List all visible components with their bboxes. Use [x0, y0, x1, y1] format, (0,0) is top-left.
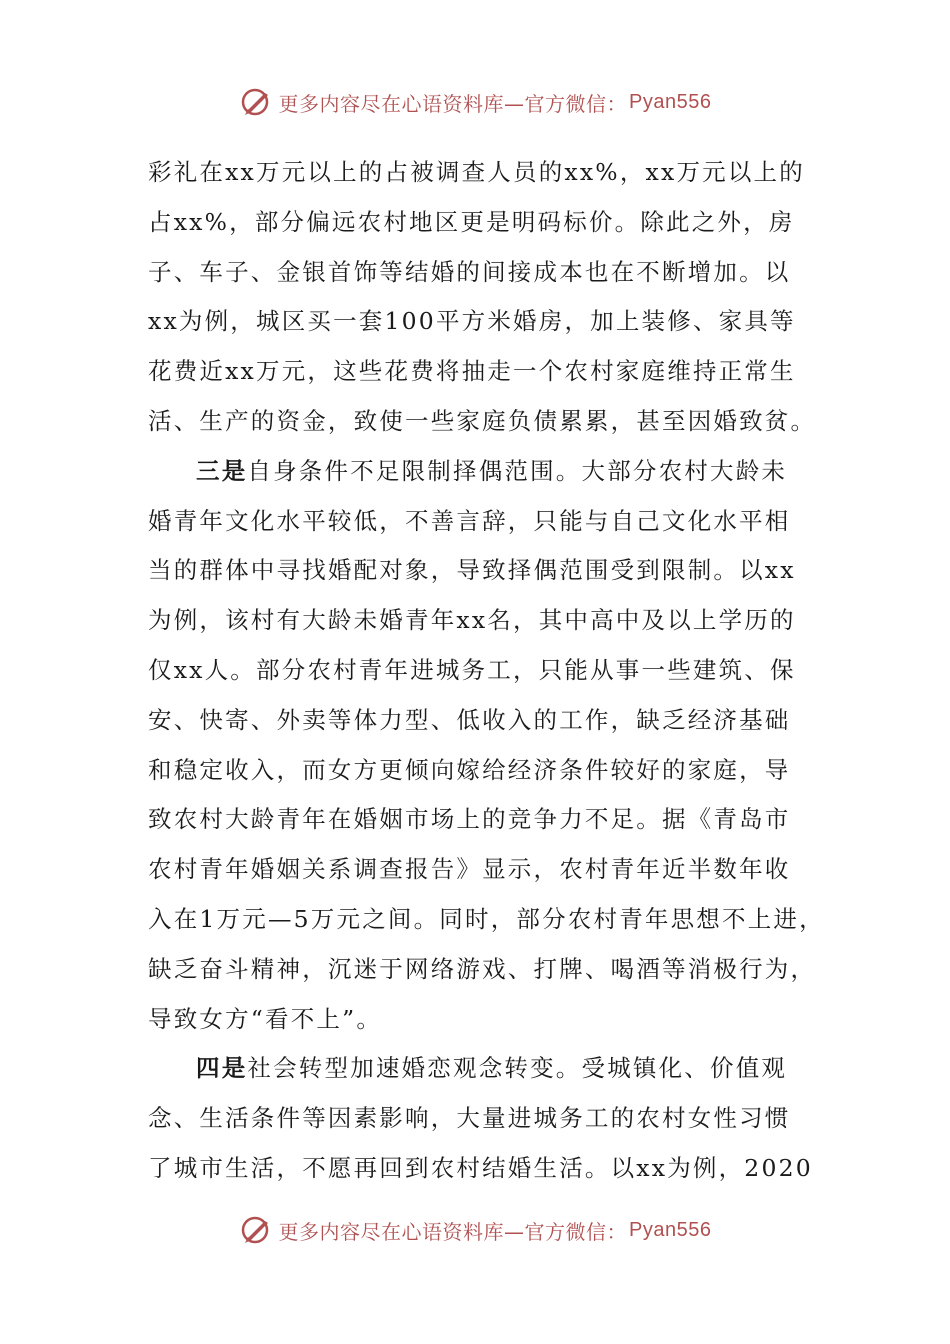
paragraph-1 [148, 148, 817, 447]
text-line: 入在1万元—5万元之间。同时，部分农村青年思想不上进， [148, 904, 825, 933]
text-line: 和稳定收入，而女方更倾向嫁给经济条件较好的家庭，导 [148, 755, 791, 784]
text-line: 子、车子、金银首饰等结婚的间接成本也在不断增加。以 [148, 257, 791, 286]
footer-wechat-id: Pyan556 [629, 1218, 712, 1241]
text-span: 社会转型加速婚恋观念转变。受城镇化、价值观 [247, 1054, 788, 1083]
document-body [148, 148, 825, 1194]
text-line: 当的群体中寻找婚配对象，导致择偶范围受到限制。以xx [148, 556, 796, 585]
text-line: 占xx%，部分偏远农村地区更是明码标价。除此之外，房 [148, 207, 795, 236]
pen-logo-icon [239, 85, 273, 119]
text-line: 致农村大龄青年在婚姻市场上的竞争力不足。据《青岛市 [148, 805, 791, 834]
paragraph-2 [148, 447, 825, 1045]
text-line: xx为例，城区买一套100平方米婚房，加上装修、家具等 [148, 307, 796, 336]
text-line: 缺乏奋斗精神，沉迷于网络游戏、打牌、喝酒等消极行为， [148, 954, 817, 983]
text-line: 婚青年文化水平较低，不善言辞，只能与自己文化水平相 [148, 506, 791, 535]
paragraph-lead: 四是 [196, 1054, 248, 1083]
footer-banner-text: 更多内容尽在心语资料库—官方微信： [278, 1219, 628, 1244]
text-span: 自身条件不足限制择偶范围。大部分农村大龄未 [247, 456, 788, 485]
text-line: 花费近xx万元，这些花费将抽走一个农村家庭维持正常生 [148, 357, 796, 386]
pen-logo-icon [239, 1213, 273, 1247]
paragraph-first-line [148, 447, 808, 497]
text-line: 活、生产的资金，致使一些家庭负债累累，甚至因婚致贫。 [148, 406, 817, 435]
text-line: 了城市生活，不愿再回到农村结婚生活。以xx为例，2020 [148, 1153, 813, 1182]
text-line: 彩礼在xx万元以上的占被调查人员的xx%，xx万元以上的 [148, 158, 805, 186]
text-line: 念、生活条件等因素影响，大量进城务工的农村女性习惯 [148, 1104, 791, 1133]
footer-banner [0, 1210, 950, 1250]
paragraph-3 [148, 1044, 813, 1193]
header-banner [0, 82, 950, 122]
header-banner-text: 更多内容尽在心语资料库—官方微信： [278, 91, 628, 116]
text-line: 为例，该村有大龄未婚青年xx名，其中高中及以上学历的 [148, 606, 796, 635]
text-line: 仅xx人。部分农村青年进城务工，只能从事一些建筑、保 [148, 655, 796, 684]
text-line: 导致女方“看不上”。 [148, 1004, 383, 1033]
paragraph-lead: 三是 [196, 456, 248, 485]
header-wechat-id: Pyan556 [629, 90, 712, 113]
text-line: 农村青年婚姻关系调查报告》显示，农村青年近半数年收 [148, 855, 791, 884]
paragraph-first-line [148, 1044, 808, 1094]
text-line: 安、快寄、外卖等体力型、低收入的工作，缺乏经济基础 [148, 705, 791, 734]
